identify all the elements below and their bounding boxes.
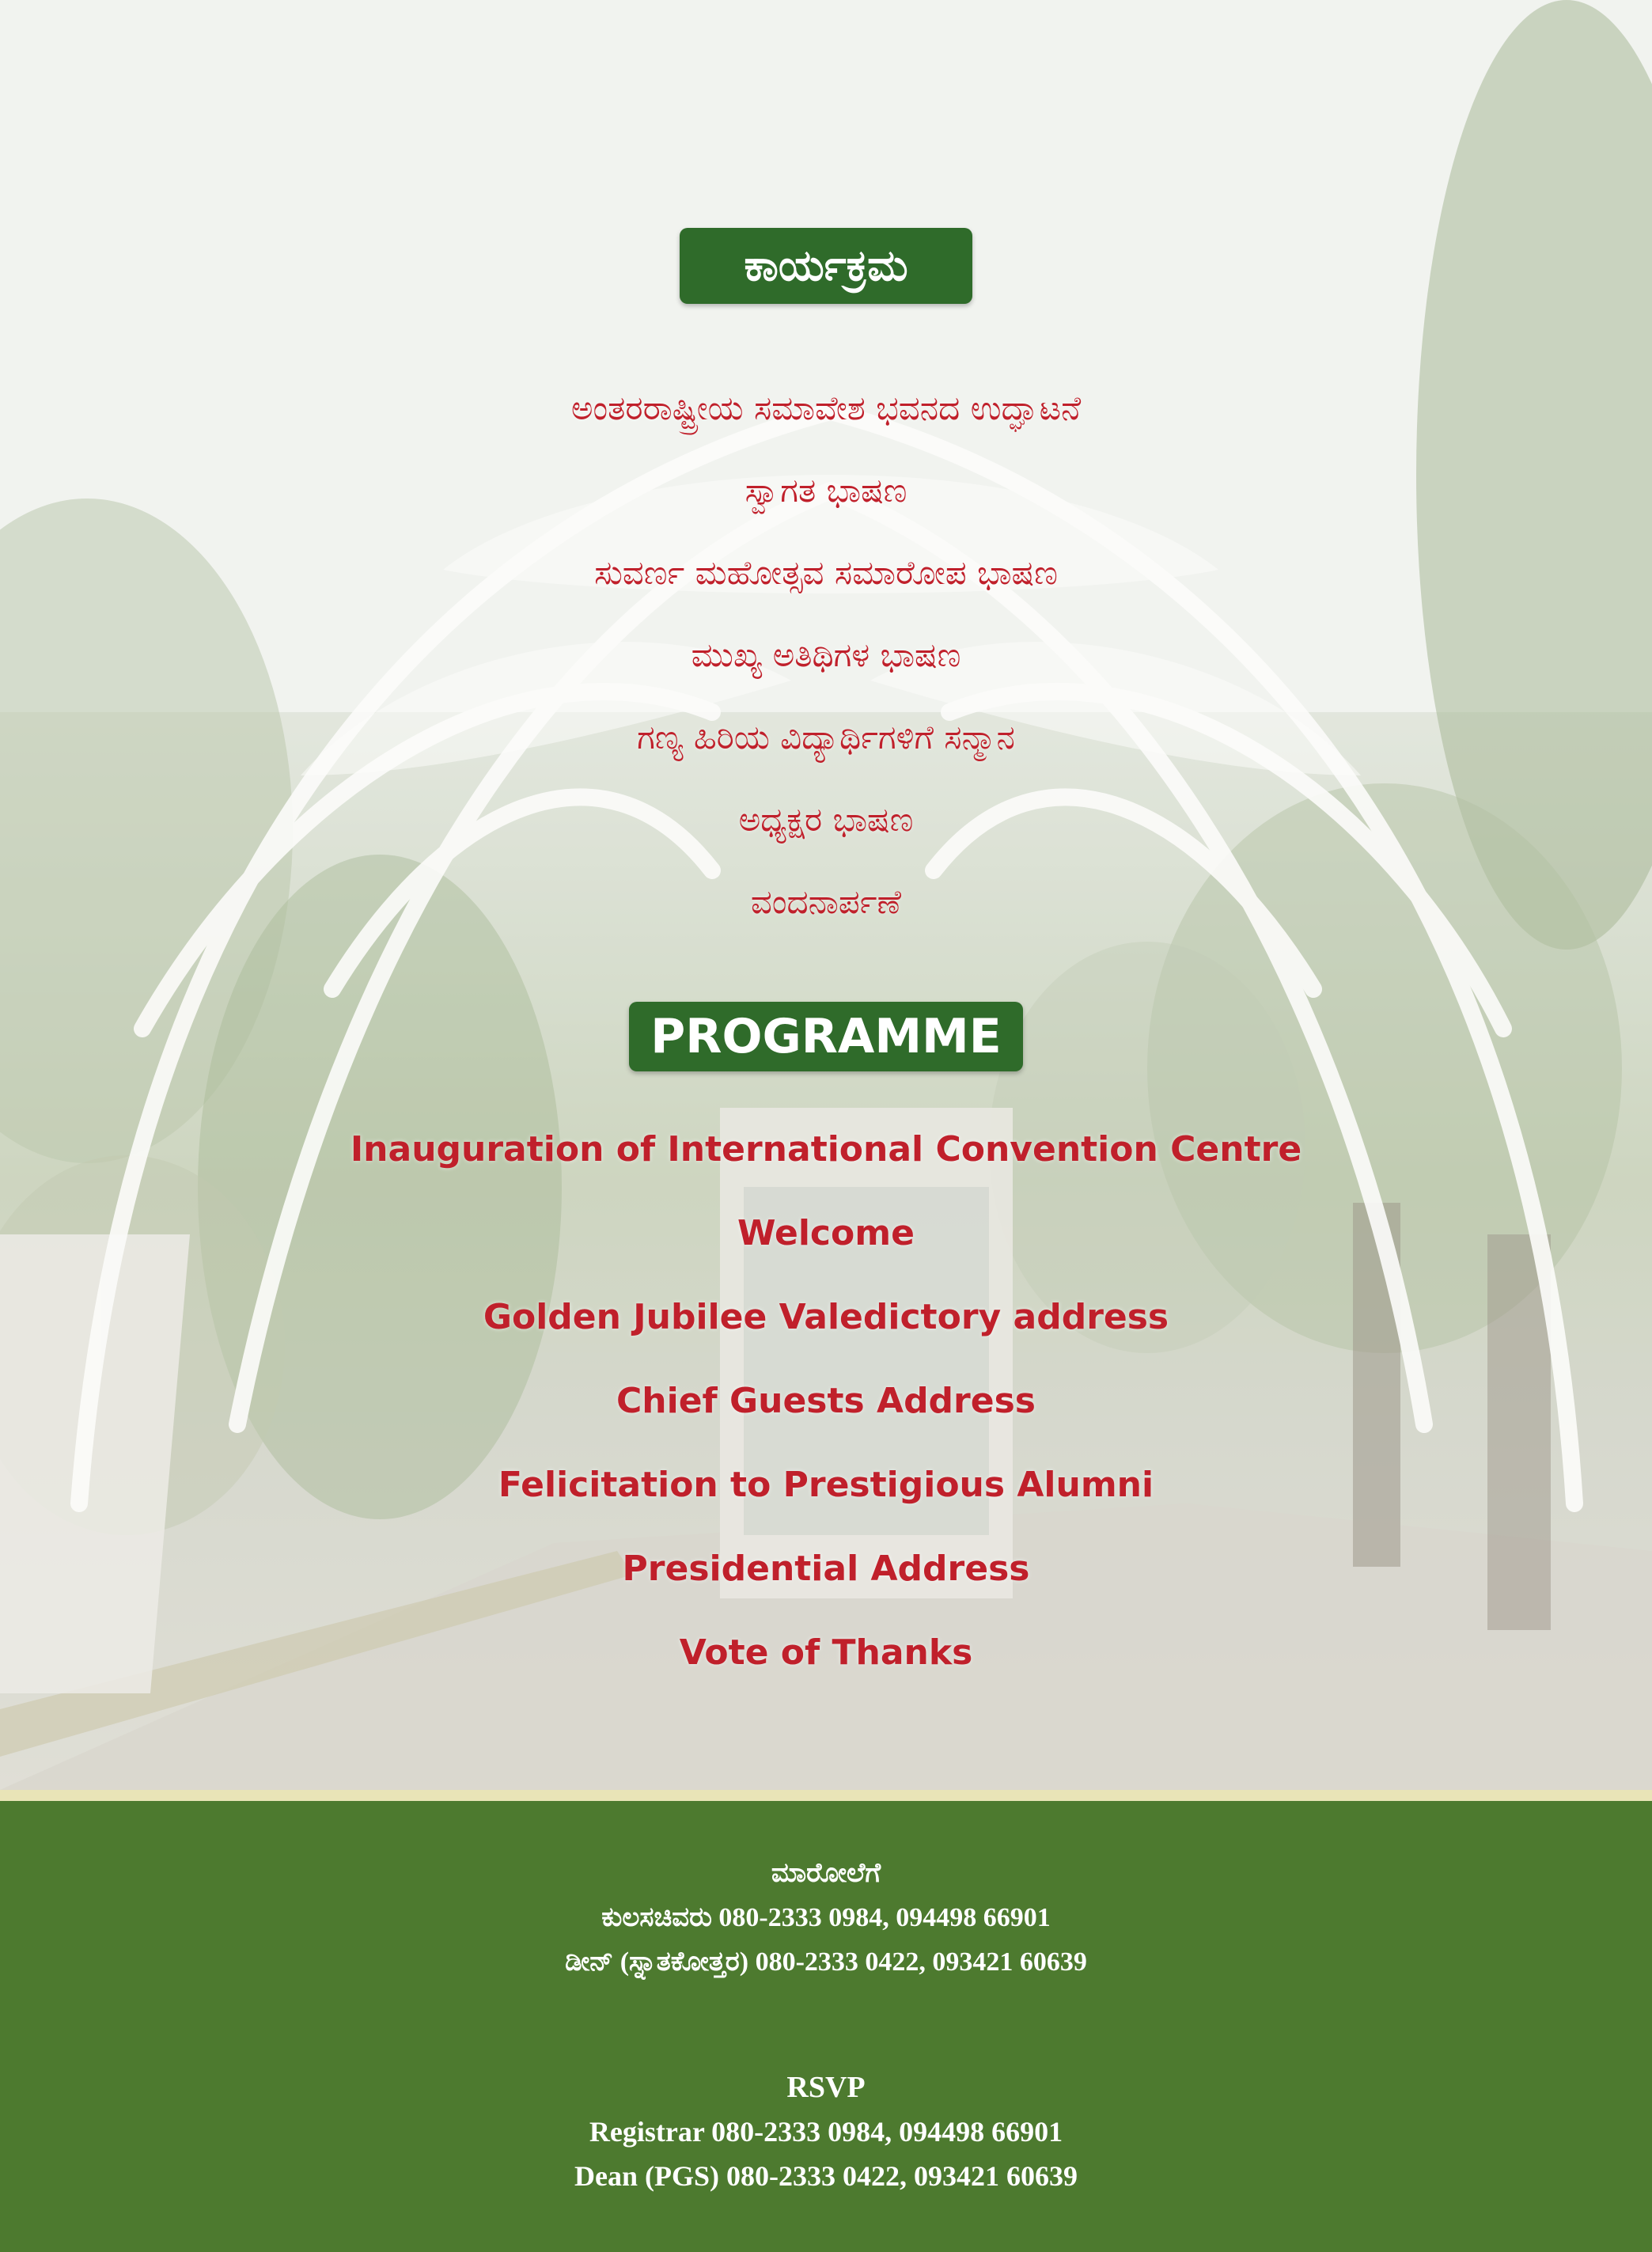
rsvp-dean-kn: ಡೀನ್ (ಸ್ನಾತಕೋತ್ತರ) 080-2333 0422, 093421 60639 bbox=[565, 1947, 1087, 1977]
programme-item-kn: ಗಣ್ಯ ಹಿರಿಯ ವಿದ್ಯಾರ್ಥಿಗಳಿಗೆ ಸನ್ಮಾನ bbox=[637, 718, 1015, 756]
programme-item-en: Golden Jubilee Valedictory address bbox=[483, 1297, 1169, 1337]
programme-item-en: Vote of Thanks bbox=[679, 1632, 973, 1673]
programme-item-kn: ಅಂತರರಾಷ್ಟ್ರೀಯ ಸಮಾವೇಶ ಭವನದ ಉದ್ಘಾಟನೆ bbox=[570, 389, 1082, 427]
programme-item-en: Presidential Address bbox=[622, 1549, 1030, 1589]
programme-list-kannada bbox=[0, 367, 1652, 943]
rsvp-dean-en: Dean (PGS) 080-2333 0422, 093421 60639 bbox=[574, 2160, 1078, 2192]
rsvp-title-en: RSVP bbox=[786, 2071, 866, 2104]
programme-list-english bbox=[0, 1108, 1652, 1695]
programme-item-en: Chief Guests Address bbox=[616, 1381, 1036, 1421]
programme-item-kn: ಮುಖ್ಯ ಅತಿಥಿಗಳ ಭಾಷಣ bbox=[691, 635, 961, 674]
rsvp-registrar-kn: ಕುಲಸಚಿವರು 080-2333 0984, 094498 66901 bbox=[601, 1903, 1051, 1932]
programme-item-en: Felicitation to Prestigious Alumni bbox=[498, 1465, 1154, 1505]
rsvp-english bbox=[0, 2065, 1652, 2198]
programme-item-en: Welcome bbox=[737, 1213, 915, 1253]
programme-item-kn: ಅಧ್ಯಕ್ಷರ ಭಾಷಣ bbox=[738, 800, 914, 839]
programme-item-kn: ಸುವರ್ಣ ಮಹೋತ್ಸವ ಸಮಾರೋಪ ಭಾಷಣ bbox=[594, 553, 1058, 592]
rsvp-title-kn: ಮಾರೋಲೆಗೆ bbox=[771, 1859, 881, 1888]
programme-item-kn: ಸ್ವಾಗತ ಭಾಷಣ bbox=[745, 471, 907, 510]
programme-heading-english: PROGRAMME bbox=[629, 1002, 1023, 1071]
divider-rule bbox=[0, 1790, 1652, 1801]
rsvp-kannada bbox=[0, 1852, 1652, 1985]
programme-item-en: Inauguration of International Convention Centre bbox=[350, 1129, 1302, 1170]
programme-heading-kannada: ಕಾರ್ಯಕ್ರಮ bbox=[680, 228, 972, 304]
programme-item-kn: ವಂದನಾರ್ಪಣೆ bbox=[750, 882, 902, 921]
rsvp-registrar-en: Registrar 080-2333 0984, 094498 66901 bbox=[589, 2116, 1063, 2148]
